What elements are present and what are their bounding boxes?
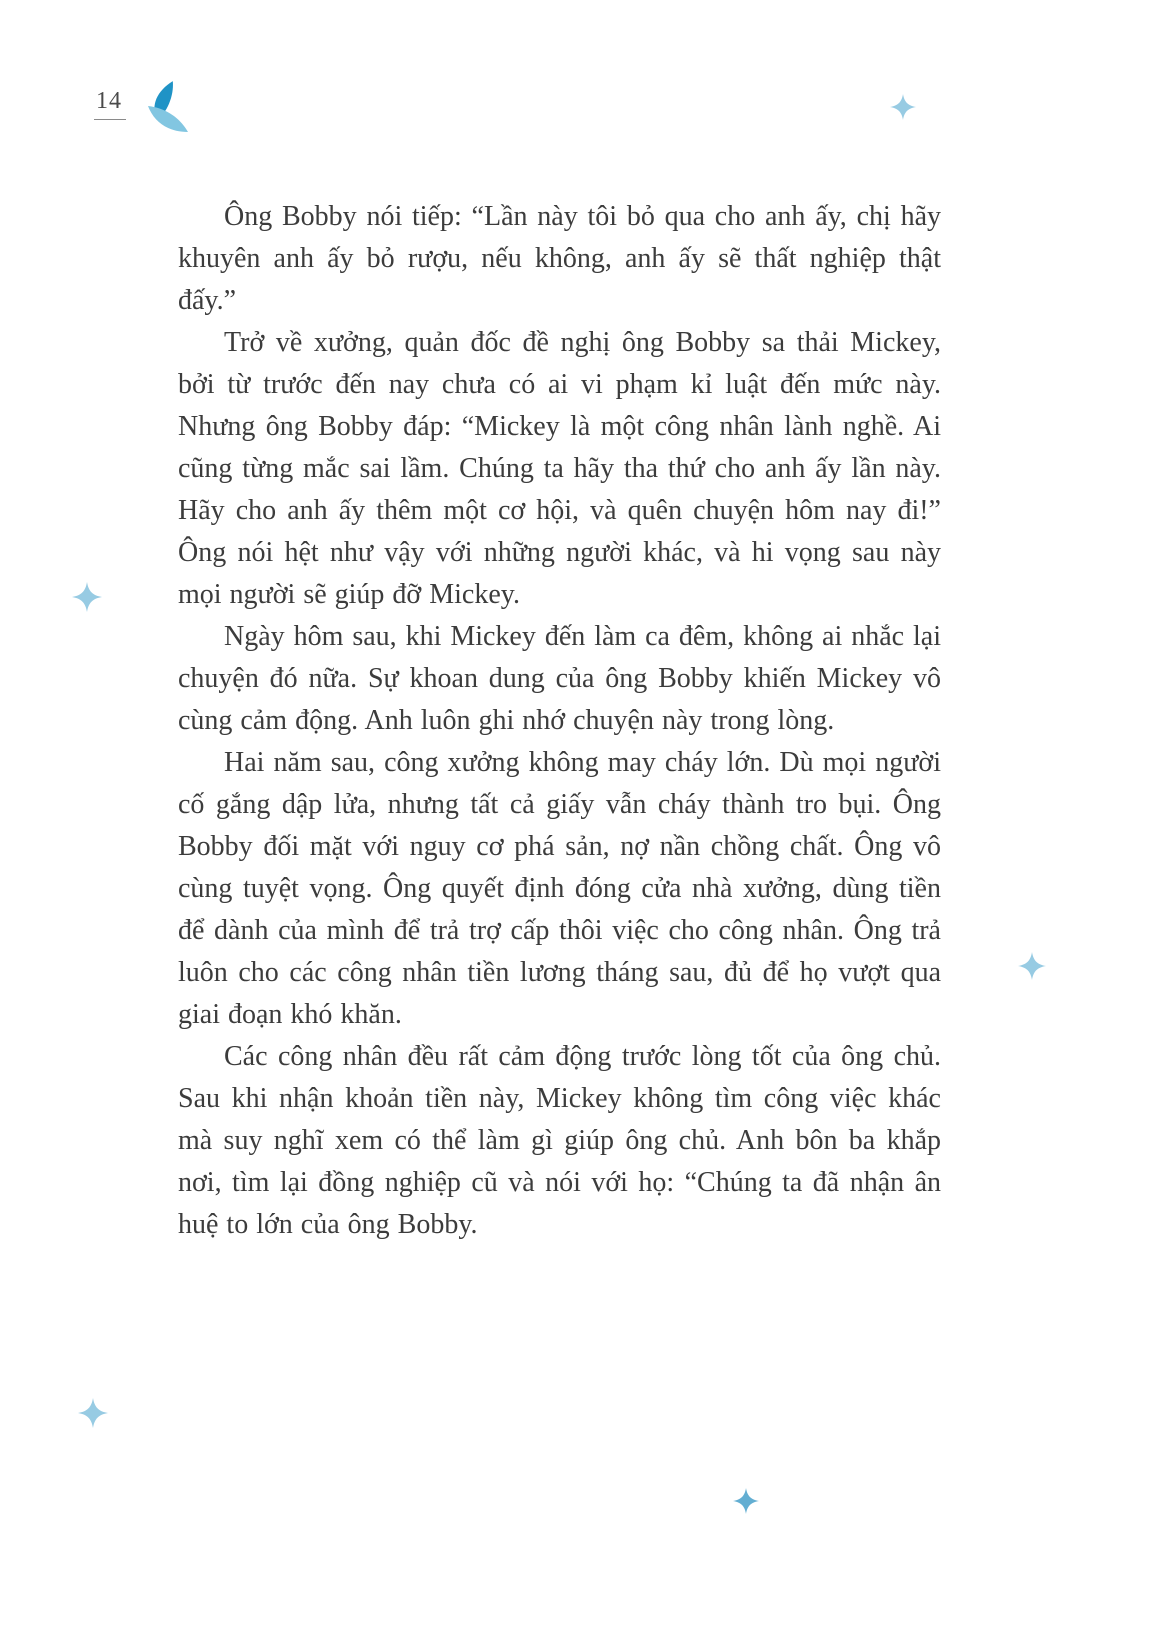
sparkle-star-icon xyxy=(890,94,916,120)
paragraph: Các công nhân đều rất cảm động trước lòng tốt của ông chủ. Sau khi nhận khoản tiền này, Mickey không tìm công việc khác mà suy nghĩ xem có thể làm gì giúp ông chủ. Anh bôn ba khắp nơi, tìm lại đồng nghiệp cũ và nói với họ: “Chúng ta đã nhận ân huệ to lớn của ông Bobby. xyxy=(178,1041,941,1240)
sparkle-star-icon xyxy=(78,1398,108,1428)
sparkle-star-icon xyxy=(733,1488,759,1514)
page-header xyxy=(94,88,126,120)
paragraph: Ông Bobby nói tiếp: “Lần này tôi bỏ qua cho anh ấy, chị hãy khuyên anh ấy bỏ rượu, nếu không, anh ấy sẽ thất nghiệp thật đấy.” xyxy=(178,201,941,316)
sparkle-star-icon xyxy=(72,582,102,612)
leaf-logo-icon xyxy=(136,78,198,144)
paragraph: Hai năm sau, công xưởng không may cháy lớn. Dù mọi người cố gắng dập lửa, nhưng tất cả giấy vẫn cháy thành tro bụi. Ông Bobby đối mặt với nguy cơ phá sản, nợ nần chồng chất. Ông vô cùng tuyệt vọng. Ông quyết định đóng cửa nhà xưởng, dùng tiền để dành của mình để trả trợ cấp thôi việc cho công nhân. Ông trả luôn cho các công nhân tiền lương tháng sau, đủ để họ vượt qua giai đoạn khó khăn. xyxy=(178,747,941,1030)
sparkle-star-icon xyxy=(1018,952,1046,980)
paragraph: Ngày hôm sau, khi Mickey đến làm ca đêm, không ai nhắc lại chuyện đó nữa. Sự khoan dung của ông Bobby khiến Mickey vô cùng cảm động. Anh luôn ghi nhớ chuyện này trong lòng. xyxy=(178,621,941,736)
page-text-block xyxy=(178,196,941,1246)
page-number: 14 xyxy=(94,88,126,120)
paragraph: Trở về xưởng, quản đốc đề nghị ông Bobby sa thải Mickey, bởi từ trước đến nay chưa có ai vi phạm kỉ luật đến mức này. Nhưng ông Bobby đáp: “Mickey là một công nhân lành nghề. Ai cũng từng mắc sai lầm. Chúng ta hãy tha thứ cho anh ấy lần này. Hãy cho anh ấy thêm một cơ hội, và quên chuyện hôm nay đi!” Ông nói hệt như vậy với những người khác, và hi vọng sau này mọi người sẽ giúp đỡ Mickey. xyxy=(178,327,941,610)
